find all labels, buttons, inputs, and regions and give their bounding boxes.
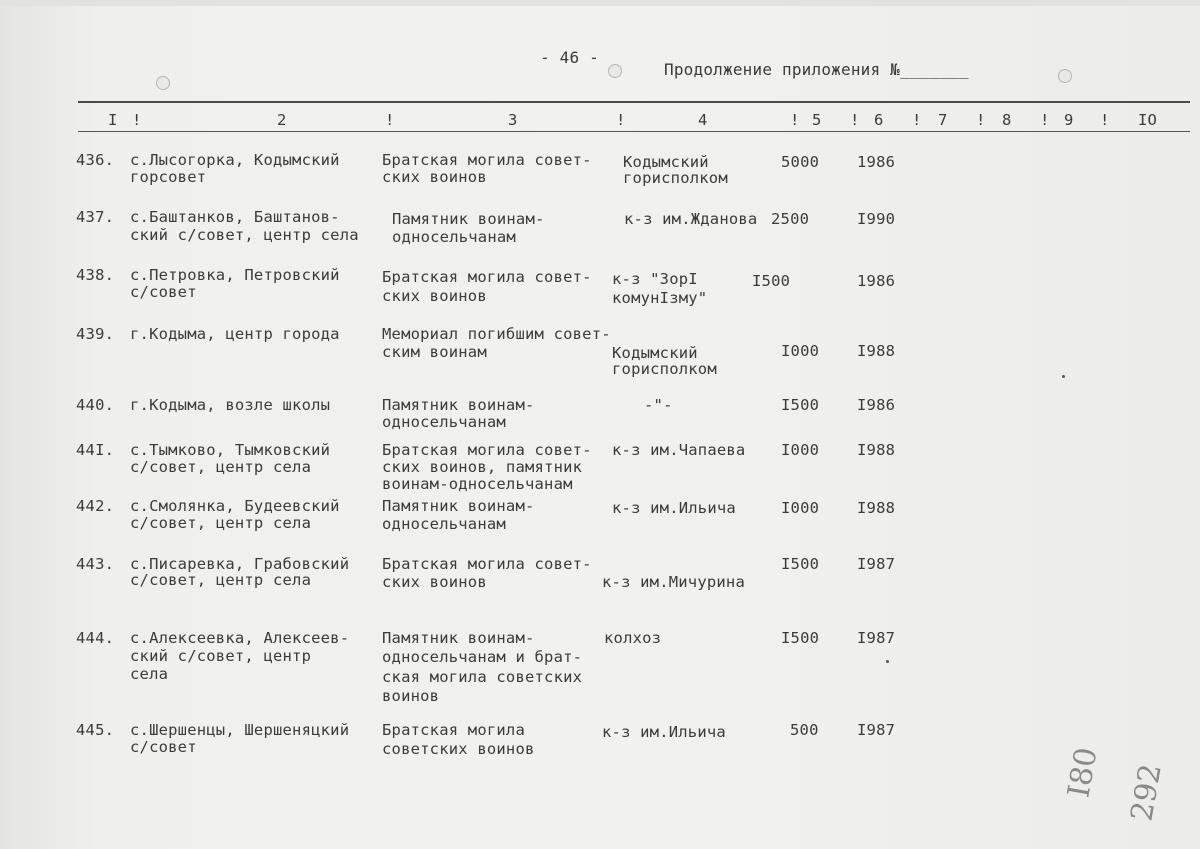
row-place: с.Баштанков, Баштанов- bbox=[130, 208, 340, 226]
row-object: ских воинов bbox=[382, 287, 487, 305]
col-9-label: 9 bbox=[1064, 111, 1074, 129]
col-4-label: 4 bbox=[698, 111, 708, 129]
row-object: Памятник воинам- bbox=[382, 396, 535, 414]
row-object: односельчанам и брат- bbox=[382, 648, 583, 666]
handwritten-number: 292 bbox=[1124, 761, 1169, 824]
row-number: 438. bbox=[76, 266, 115, 284]
row-area: I000 bbox=[781, 342, 820, 360]
row-place: с.Писаревка, Грабовский bbox=[130, 555, 350, 573]
page-number: - 46 - bbox=[540, 48, 599, 67]
col-sep: ! bbox=[912, 111, 922, 129]
col-2-label: 2 bbox=[277, 111, 287, 129]
row-object: ских воинов bbox=[382, 573, 487, 591]
row-place: ский с/совет, центр села bbox=[130, 226, 359, 244]
row-year: I988 bbox=[857, 342, 896, 360]
row-place: с.Смолянка, Будеевский bbox=[130, 497, 340, 515]
row-object: ских воинов, памятник bbox=[382, 458, 583, 476]
row-object: советских воинов bbox=[382, 740, 535, 758]
col-5-label: 5 bbox=[812, 111, 822, 129]
row-object: Братская могила bbox=[382, 721, 525, 739]
row-object: Памятник воинам- bbox=[392, 210, 545, 228]
row-object: Мемориал погибшим совет- bbox=[382, 325, 611, 343]
col-6-label: 6 bbox=[874, 111, 884, 129]
row-place: с.Тымково, Тымковский bbox=[130, 441, 331, 459]
row-object: Братская могила совет- bbox=[382, 555, 592, 573]
row-place: с/совет bbox=[130, 283, 197, 301]
row-number: 44I. bbox=[76, 441, 115, 459]
row-area: 500 bbox=[790, 721, 819, 739]
row-object: Памятник воинам- bbox=[382, 497, 535, 515]
col-sep: ! bbox=[976, 111, 986, 129]
col-10-label: IO bbox=[1138, 111, 1158, 129]
col-sep: ! bbox=[132, 111, 142, 129]
row-area: I500 bbox=[781, 629, 820, 647]
punch-hole bbox=[608, 64, 622, 78]
row-object: Братская могила совет- bbox=[382, 151, 592, 169]
col-sep: ! bbox=[850, 111, 860, 129]
row-year: I990 bbox=[857, 210, 896, 228]
row-owner: к-з им.Ильича bbox=[602, 723, 726, 741]
row-place: с.Шершенцы, Шершеняцкий bbox=[130, 721, 350, 739]
row-place: с.Алексеевка, Алексеев- bbox=[130, 629, 350, 647]
row-area: I500 bbox=[781, 396, 820, 414]
row-object: односельчанам bbox=[382, 413, 506, 431]
row-object: воинов bbox=[382, 687, 440, 705]
row-place: с/совет, центр села bbox=[130, 571, 312, 589]
page-edge bbox=[0, 0, 1200, 6]
row-place: с/совет, центр села bbox=[130, 514, 312, 532]
row-place: с/совет, центр села bbox=[130, 458, 312, 476]
col-sep: ! bbox=[1040, 111, 1050, 129]
handwritten-number: I80 bbox=[1061, 744, 1105, 801]
row-area: I500 bbox=[752, 272, 791, 290]
row-number: 442. bbox=[76, 497, 115, 515]
row-object: ская могила советских bbox=[382, 668, 583, 686]
row-owner: комунIзму" bbox=[612, 289, 708, 307]
col-8-label: 8 bbox=[1002, 111, 1012, 129]
row-year: I988 bbox=[857, 441, 896, 459]
row-year: I987 bbox=[857, 555, 896, 573]
row-object: ским воинам bbox=[382, 343, 487, 361]
row-place: с/совет bbox=[130, 738, 197, 756]
row-year: 1986 bbox=[857, 153, 896, 171]
row-place: с.Петровка, Петровский bbox=[130, 266, 340, 284]
row-object: односельчанам bbox=[392, 228, 516, 246]
row-owner: Кодымский bbox=[623, 153, 709, 171]
row-number: 445. bbox=[76, 721, 115, 739]
col-sep: ! bbox=[1100, 111, 1110, 129]
row-place: горсовет bbox=[130, 168, 207, 186]
row-number: 437. bbox=[76, 208, 115, 226]
row-object: Братская могила совет- bbox=[382, 441, 592, 459]
row-place: с.Лысогорка, Кодымский bbox=[130, 151, 340, 169]
header-rule-top bbox=[78, 101, 1190, 103]
row-area: 2500 bbox=[771, 210, 810, 228]
ink-speck bbox=[886, 660, 889, 663]
row-number: 444. bbox=[76, 629, 115, 647]
row-area: I000 bbox=[781, 441, 820, 459]
row-object: Памятник воинам- bbox=[382, 629, 535, 647]
ink-speck bbox=[1062, 375, 1065, 378]
row-owner: горисполком bbox=[612, 360, 717, 378]
row-owner: к-з им.Жданова bbox=[624, 210, 758, 228]
col-3-label: 3 bbox=[508, 111, 518, 129]
col-sep: ! bbox=[385, 111, 395, 129]
continuation-title: Продолжение приложения №_______ bbox=[664, 60, 969, 79]
row-owner: к-з им.Чапаева bbox=[612, 441, 746, 459]
row-place: села bbox=[130, 665, 169, 683]
col-sep: ! bbox=[790, 111, 800, 129]
punch-hole bbox=[1058, 69, 1072, 83]
row-number: 440. bbox=[76, 396, 115, 414]
row-place: г.Кодыма, центр города bbox=[130, 325, 340, 343]
col-1-label: I bbox=[108, 111, 118, 129]
punch-hole bbox=[156, 76, 170, 90]
row-year: I987 bbox=[857, 629, 896, 647]
row-owner: к-з "ЗорI bbox=[612, 270, 698, 288]
row-year: I988 bbox=[857, 499, 896, 517]
row-year: 1986 bbox=[857, 272, 896, 290]
row-number: 443. bbox=[76, 555, 115, 573]
row-owner: Кодымский bbox=[612, 344, 698, 362]
row-owner: -"- bbox=[644, 396, 673, 414]
row-area: I000 bbox=[781, 499, 820, 517]
row-object: воинам-односельчанам bbox=[382, 475, 573, 493]
col-sep: ! bbox=[616, 111, 626, 129]
col-7-label: 7 bbox=[938, 111, 948, 129]
row-object: односельчанам bbox=[382, 515, 506, 533]
row-year: I986 bbox=[857, 396, 896, 414]
row-owner: к-з им.Мичурина bbox=[602, 573, 745, 591]
header-rule-bottom bbox=[78, 131, 1190, 132]
row-object: Братская могила совет- bbox=[382, 268, 592, 286]
row-object: ских воинов bbox=[382, 168, 487, 186]
row-owner: горисполком bbox=[623, 169, 728, 187]
row-area: I500 bbox=[781, 555, 820, 573]
row-area: 5000 bbox=[781, 153, 820, 171]
row-year: I987 bbox=[857, 721, 896, 739]
row-place: ский с/совет, центр bbox=[130, 647, 312, 665]
row-owner: к-з им.Ильича bbox=[612, 499, 736, 517]
row-place: г.Кодыма, возле школы bbox=[130, 396, 331, 414]
row-owner: колхоз bbox=[604, 629, 662, 647]
row-number: 436. bbox=[76, 151, 115, 169]
row-number: 439. bbox=[76, 325, 115, 343]
